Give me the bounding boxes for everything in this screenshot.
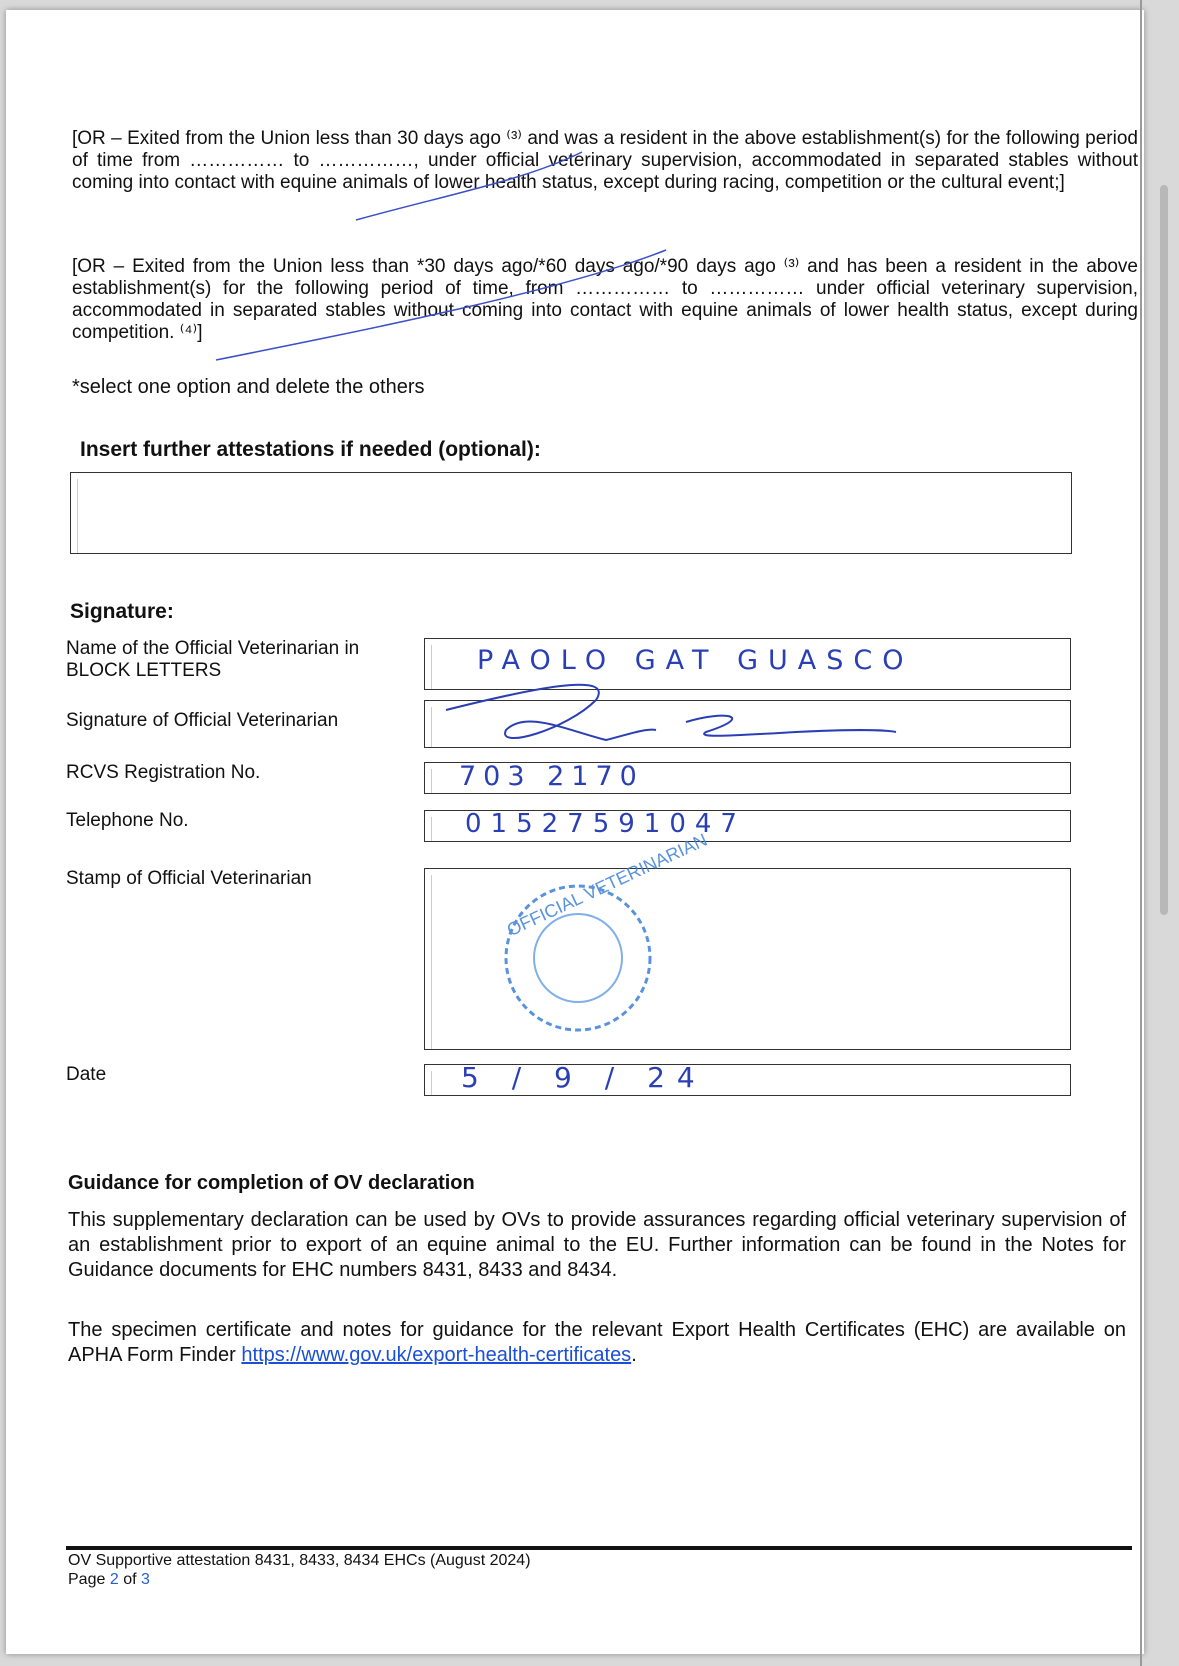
strike-line-2 bbox=[216, 250, 666, 360]
date-label: Date bbox=[66, 1064, 107, 1085]
paragraph-30-days: [OR – Exited from the Union less than 30 days ago ⁽³⁾ and was a resident in the above establishment(s) for the following period of time from …………… to ……………, under official veterinary supervision, accommodated in separated stables without coming into contact with equine animals of lower health status, except during racing, competition or the cultural event;] bbox=[72, 128, 1138, 193]
select-option-note: *select one option and delete the others bbox=[72, 376, 425, 398]
telephone-handwriting: 01527591047 bbox=[465, 809, 746, 839]
page-total: 3 bbox=[140, 1571, 150, 1588]
guidance-text-1: This supplementary declaration can be used by OVs to provide assurances regarding official veterinary supervision of an establishment prior to export of an equine animal to the EU. Further information can be found in the Notes for Guidance documents for EHC numbers 8431, 8433 and 8434. bbox=[68, 1209, 1126, 1281]
further-attestations-heading: Insert further attestations if needed (optional): bbox=[80, 438, 541, 461]
guidance-text-2-prefix: The specimen certificate and notes for guidance for the relevant Export Health Certificates (EHC) are available on APHA Form Finder bbox=[68, 1319, 1126, 1366]
signature-scribble bbox=[446, 685, 896, 740]
stamp-graphic bbox=[504, 830, 710, 1030]
page-current: 2 bbox=[109, 1571, 119, 1588]
ink-overlay bbox=[6, 10, 1144, 1654]
date-handwriting: 5 / 9 / 24 bbox=[461, 1061, 707, 1094]
name-handwriting: PAOLO GAT GUASCO bbox=[477, 645, 914, 676]
export-health-certificates-link[interactable]: https://www.gov.uk/export-health-certificates bbox=[241, 1344, 632, 1366]
document-page bbox=[6, 10, 1144, 1654]
stamp-inner-ring bbox=[534, 914, 622, 1002]
signature-label: Signature of Official Veterinarian bbox=[66, 710, 339, 731]
rcvs-label: RCVS Registration No. bbox=[66, 762, 261, 783]
of-word: of bbox=[123, 1571, 137, 1588]
telephone-label: Telephone No. bbox=[66, 810, 189, 831]
page-word: Page bbox=[68, 1571, 106, 1588]
right-edge-rule bbox=[1140, 0, 1142, 1666]
name-label: Name of the Official Veterinarian in BLOCK LETTERS bbox=[66, 638, 360, 681]
vertical-scrollbar[interactable] bbox=[1160, 185, 1168, 915]
strike-line-1 bbox=[356, 152, 582, 220]
stamp-label: Stamp of Official Veterinarian bbox=[66, 868, 312, 889]
rcvs-handwriting: 703 2170 bbox=[459, 761, 644, 792]
footer-title: OV Supportive attestation 8431, 8433, 8434 EHCs (August 2024) bbox=[68, 1552, 531, 1569]
guidance-text-2-suffix: . bbox=[631, 1344, 637, 1366]
guidance-heading: Guidance for completion of OV declaration bbox=[68, 1172, 475, 1194]
signature-heading: Signature: bbox=[70, 600, 174, 623]
stamp-text: OFFICIAL VETERINARIAN bbox=[503, 829, 711, 941]
paragraph-30-60-90-days: [OR – Exited from the Union less than *30 days ago/*60 days ago/*90 days ago ⁽³⁾ and has been a resident in the above establishment(s) for the following period of time, from …………… to …………… under official veterinary supervision, accommodated in separated stables without coming into contact with equine animals of lower health status, except during competition. ⁽⁴⁾] bbox=[72, 256, 1138, 343]
